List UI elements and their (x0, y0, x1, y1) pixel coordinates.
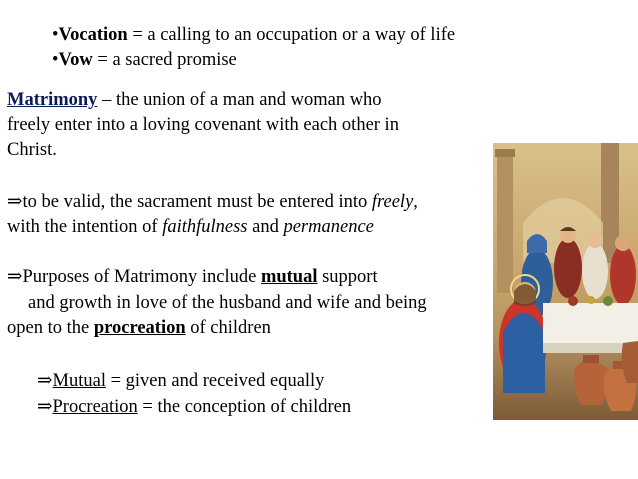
vow-definition (52, 51, 237, 70)
matrimony-line-2: freely enter into a loving covenant with each other in (7, 115, 399, 135)
validity-line-2 (7, 218, 374, 237)
vow-text: = a sacred promise (92, 50, 237, 70)
arrow-icon: ⇒ (7, 267, 23, 287)
arrow-icon: ⇒ (37, 397, 53, 417)
purposes-line-2: and growth in love of the husband and wife and being (28, 293, 427, 313)
procreation-term: Procreation (52, 397, 138, 417)
matrimony-line-1 (7, 91, 382, 110)
wedding-feast-painting-icon (493, 143, 638, 420)
mutual-definition (37, 372, 324, 391)
purposes-text-1: Purposes of Matrimony include (22, 267, 261, 287)
matrimony-text-1: – the union of a man and woman who (97, 90, 382, 110)
mutual-term: Mutual (52, 371, 106, 391)
vocation-definition (52, 26, 455, 45)
validity-and: and (247, 217, 284, 237)
matrimony-term: Matrimony (7, 90, 98, 110)
matrimony-line-3: Christ. (7, 140, 57, 160)
procreation-word: procreation (93, 318, 186, 338)
purposes-line-1 (7, 268, 378, 287)
purposes-text-3: open to the (7, 318, 94, 338)
validity-line-1 (7, 193, 418, 212)
faithfulness-word: faithfulness (162, 217, 248, 237)
procreation-text: = the conception of children (137, 397, 352, 417)
vocation-text: = a calling to an occupation or a way of life (127, 25, 456, 45)
procreation-definition (37, 398, 351, 417)
mutual-word: mutual (260, 267, 318, 287)
purposes-support: support (317, 267, 378, 287)
validity-text-2: with the intention of (7, 217, 163, 237)
purposes-line-3 (7, 319, 271, 338)
freely-word: freely (371, 192, 414, 212)
validity-text-1: to be valid, the sacrament must be entered into (22, 192, 372, 212)
arrow-icon: ⇒ (37, 371, 53, 391)
purposes-children: of children (185, 318, 271, 338)
mutual-text: = given and received equally (105, 371, 325, 391)
arrow-icon: ⇒ (7, 192, 23, 212)
bullet: • (52, 25, 59, 45)
validity-comma: , (413, 192, 418, 212)
bullet: • (52, 50, 59, 70)
permanence-word: permanence (283, 217, 374, 237)
vow-term: Vow (58, 50, 93, 70)
vocation-term: Vocation (58, 25, 128, 45)
